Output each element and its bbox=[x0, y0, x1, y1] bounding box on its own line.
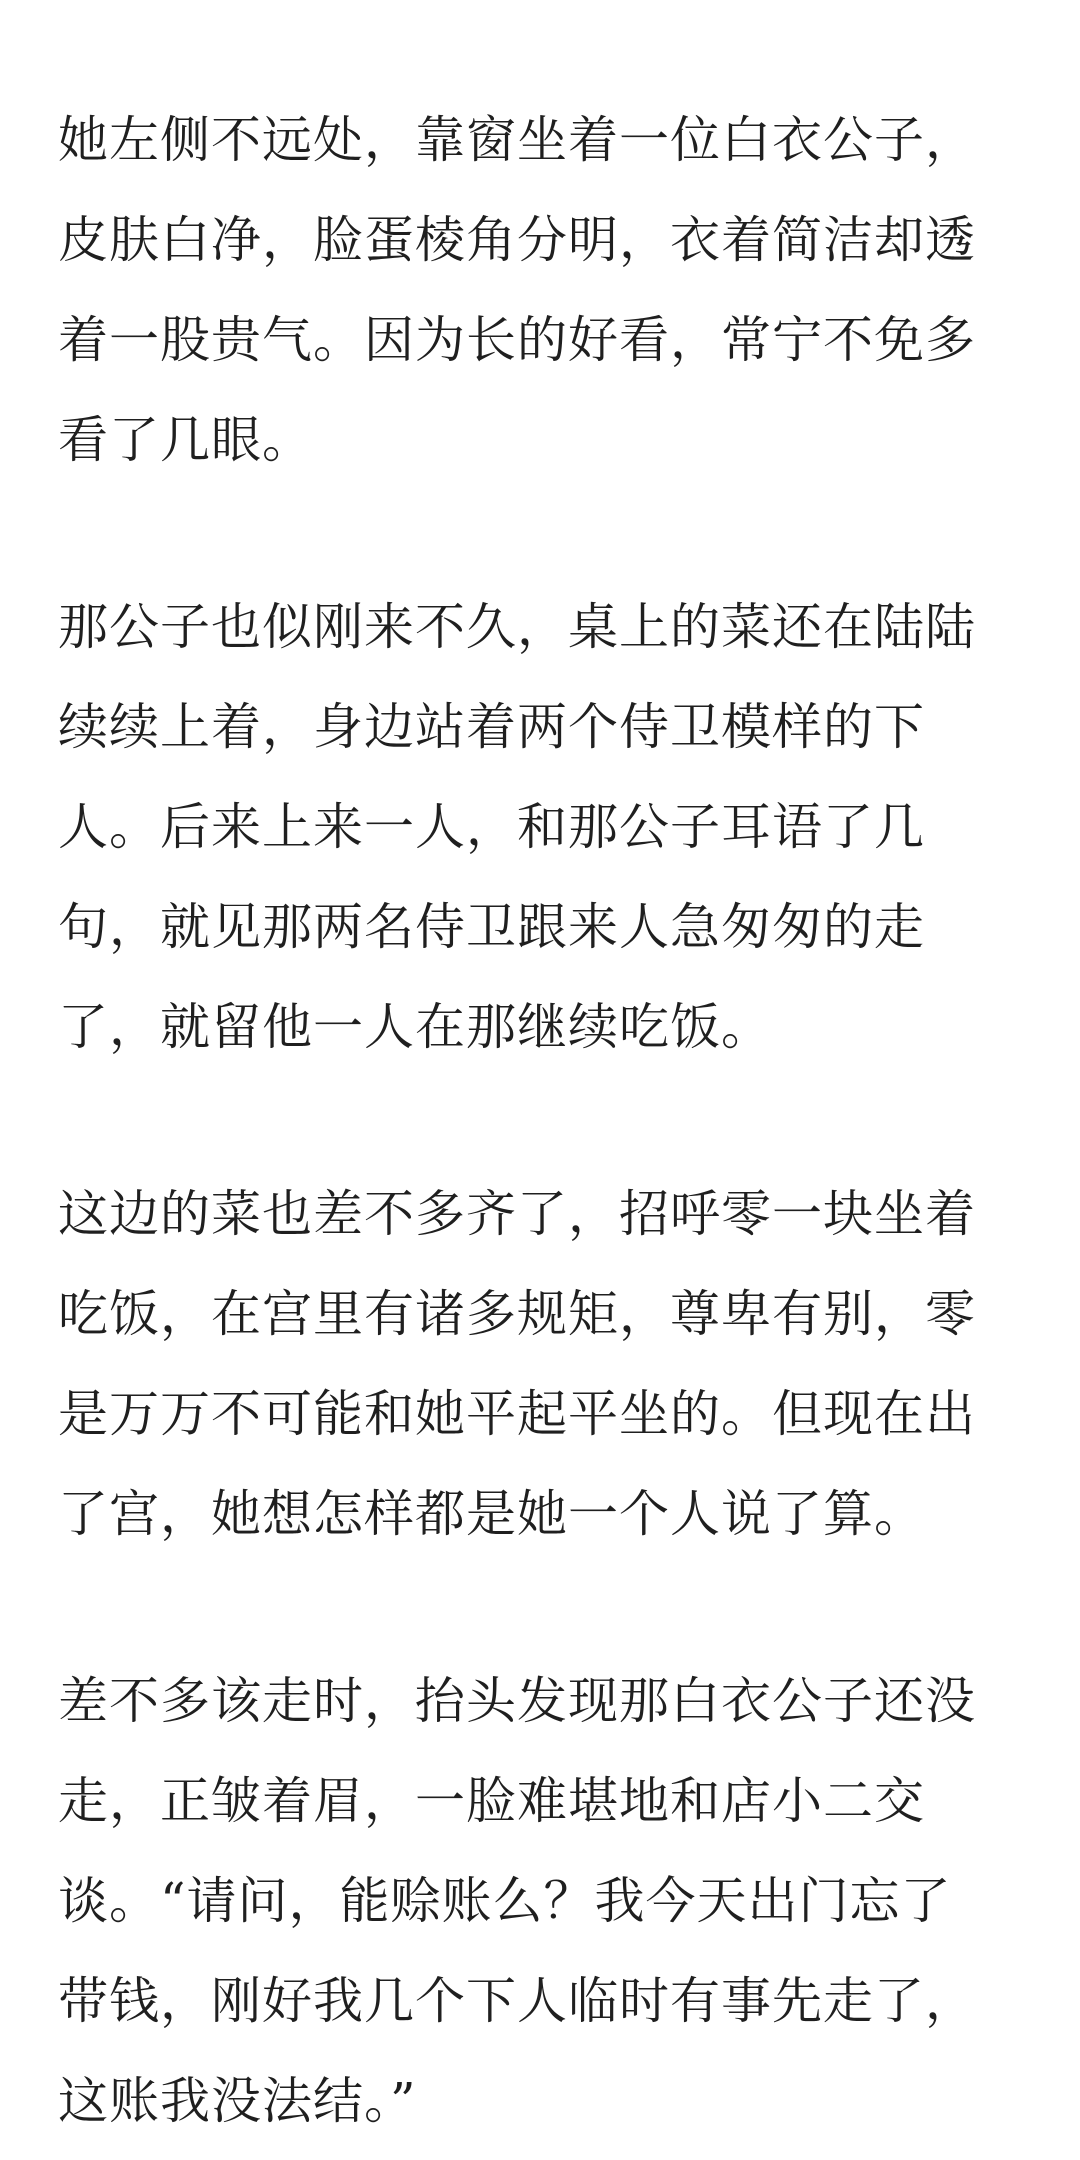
text-line: 那公子也似刚来不久，桌上的菜还在陆陆 bbox=[58, 598, 976, 656]
text-line: 带钱，刚好我几个下人临时有事先走了， bbox=[58, 1972, 976, 2030]
text-line: 句，就见那两名侍卫跟来人急匆匆的走 bbox=[58, 898, 925, 956]
paragraph-3 bbox=[58, 1164, 1038, 1564]
text-line: 吃饭，在宫里有诸多规矩，尊卑有别，零 bbox=[58, 1285, 976, 1343]
text-line: 了，就留他一人在那继续吃饭。 bbox=[58, 998, 772, 1056]
text-line: 着一股贵气。因为长的好看，常宁不免多 bbox=[58, 311, 976, 369]
paragraph-4 bbox=[58, 1651, 1038, 2151]
paragraph-1 bbox=[58, 90, 1038, 490]
text-line: 差不多该走时，抬头发现那白衣公子还没 bbox=[58, 1672, 976, 1730]
text-line: 是万万不可能和她平起平坐的。但现在出 bbox=[58, 1385, 976, 1443]
text-line: 她左侧不远处，靠窗坐着一位白衣公子， bbox=[58, 111, 976, 169]
text-line: 看了几眼。 bbox=[58, 411, 313, 469]
text-line: 这账我没法结。” bbox=[58, 2072, 417, 2130]
text-line: 人。后来上来一人，和那公子耳语了几 bbox=[58, 798, 925, 856]
paragraph-2 bbox=[58, 577, 1038, 1077]
text-line: 皮肤白净，脸蛋棱角分明，衣着简洁却透 bbox=[58, 211, 976, 269]
text-line: 谈。“请问，能赊账么？我今天出门忘了 bbox=[58, 1872, 952, 1930]
text-line: 了宫，她想怎样都是她一个人说了算。 bbox=[58, 1485, 925, 1543]
text-line: 走，正皱着眉，一脸难堪地和店小二交 bbox=[58, 1772, 925, 1830]
text-line: 这边的菜也差不多齐了，招呼零一块坐着 bbox=[58, 1185, 976, 1243]
text-line: 续续上着，身边站着两个侍卫模样的下 bbox=[58, 698, 925, 756]
